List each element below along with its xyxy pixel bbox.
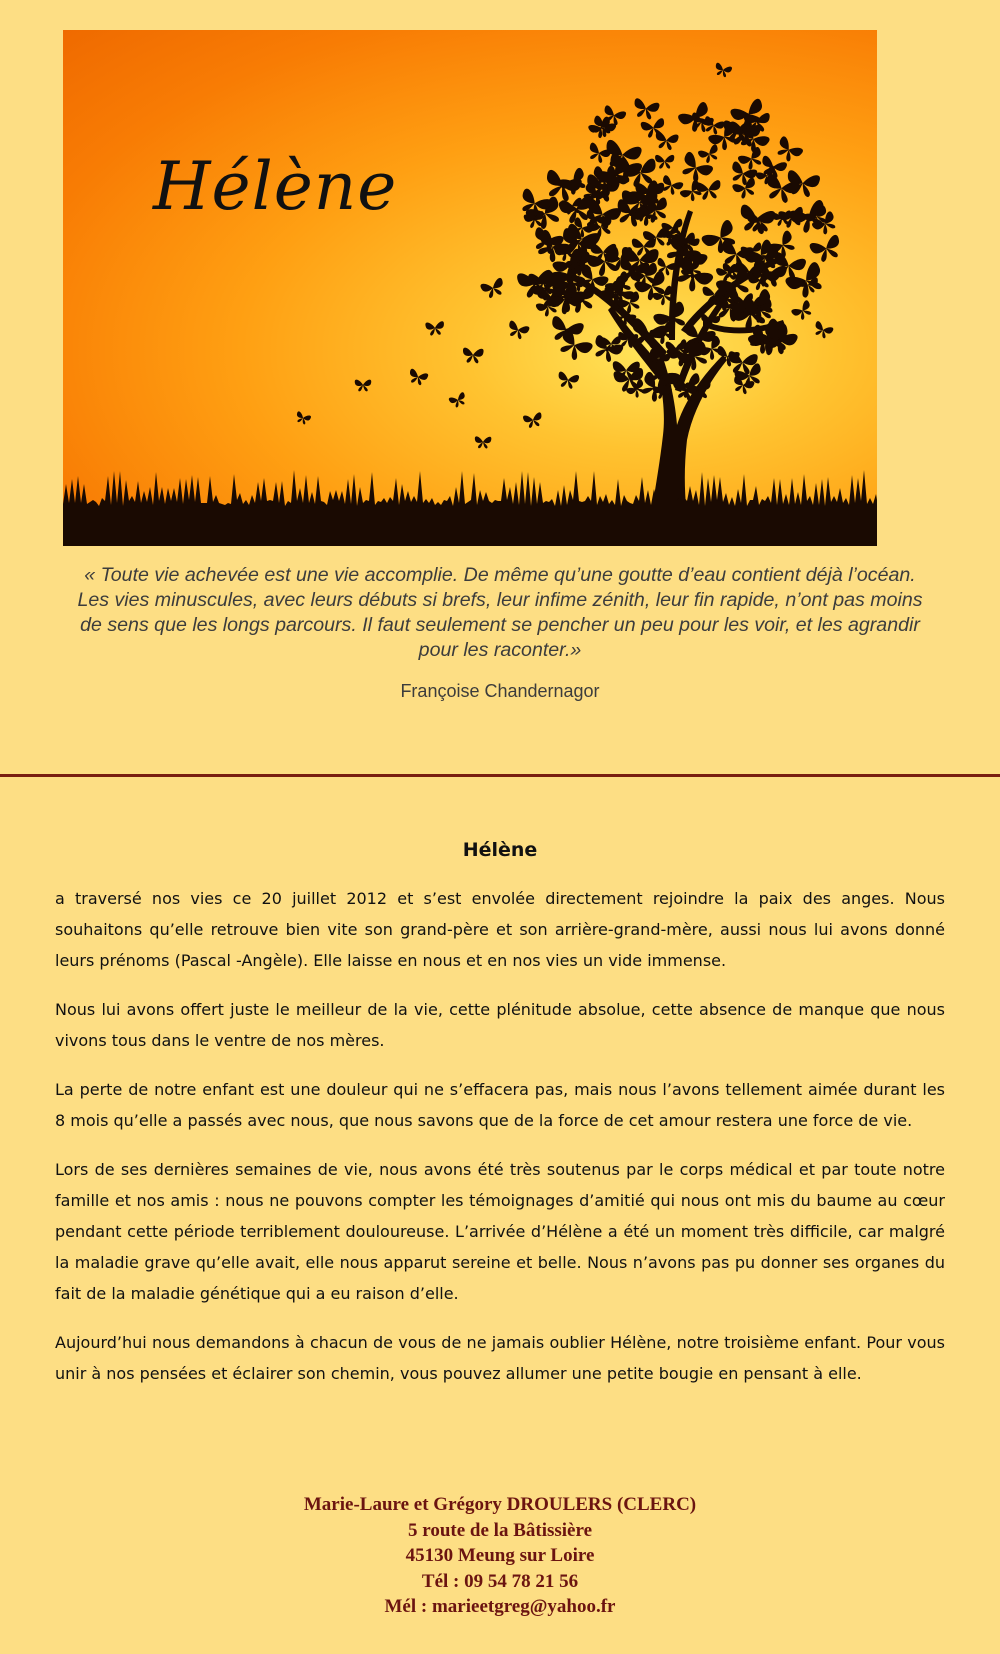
butterfly-swarm xyxy=(294,62,844,448)
banner-name: Hélène xyxy=(153,148,398,225)
announcement-body xyxy=(55,835,945,1407)
paragraph: Lors de ses dernières semaines de vie, nous avons été très soutenus par le corps médical et par toute notre famille et nos amis : nous ne pouvons compter les témoignages d’amitié qui nous ont mis du baume au cœur pendant cette période terriblement douloureuse. L’arrivée d’Hélène a été un moment très difficile, car malgré la maladie grave qu’elle avait, elle nous apparut sereine et belle. Nous n’avons pas pu donner ses organes du fait de la maladie génétique qui a eu raison d’elle. xyxy=(55,1160,945,1303)
paragraph: a traversé nos vies ce 20 juillet 2012 et s’est envolée directement rejoindre la paix des anges. Nous souhaitons qu’elle retrouve bien vite son grand-père et son arrière-grand-mère, aussi nous lui avons donné leurs prénoms (Pascal -Angèle). Elle laisse en nous et en nos vies un vide immense. xyxy=(55,889,945,970)
contact-block xyxy=(0,1492,1000,1620)
contact-names: Marie-Laure et Grégory DROULERS (CLERC) xyxy=(303,1494,697,1515)
quote-block xyxy=(70,563,930,702)
contact-phone: Tél : 09 54 78 21 56 xyxy=(421,1570,579,1592)
paragraph: La perte de notre enfant est une douleur qui ne s’effacera pas, mais nous l’avons tellement aimée durant les 8 mois qu’elle a passés avec nous, que nous savons que de la force de cet amour restera une force de vie. xyxy=(55,1080,945,1130)
quote-author: Françoise Chandernagor xyxy=(400,681,600,701)
quote-text: « Toute vie achevée est une vie accomplie. De même qu’une goutte d’eau contient déjà l’océan. Les vies minuscules, avec leurs débuts si brefs, leur infime zénith, leur fin rapide, n’ont pas moins de sens que les longs parcours. Il faut seulement se pencher un peu pour les voir, et les agrandir pour les raconter.» xyxy=(77,564,923,661)
contact-street: 5 route de la Bâtissière xyxy=(408,1519,592,1541)
memorial-banner xyxy=(63,30,877,546)
contact-email[interactable]: Mél : marieetgreg@yahoo.fr xyxy=(384,1596,616,1617)
contact-city: 45130 Meung sur Loire xyxy=(405,1545,595,1566)
butterfly-tree-image xyxy=(63,30,877,546)
grass-silhouette xyxy=(63,470,877,546)
section-divider xyxy=(0,774,1000,777)
announcement-title: Hélène xyxy=(462,839,538,861)
paragraph: Nous lui avons offert juste le meilleur de la vie, cette plénitude absolue, cette absence de manque que nous vivons tous dans le ventre de nos mères. xyxy=(55,1000,945,1050)
paragraph: Aujourd’hui nous demandons à chacun de vous de ne jamais oublier Hélène, notre troisième enfant. Pour vous unir à nos pensées et éclairer son chemin, vous pouvez allumer une petite bougie en pensant à elle. xyxy=(55,1333,945,1383)
